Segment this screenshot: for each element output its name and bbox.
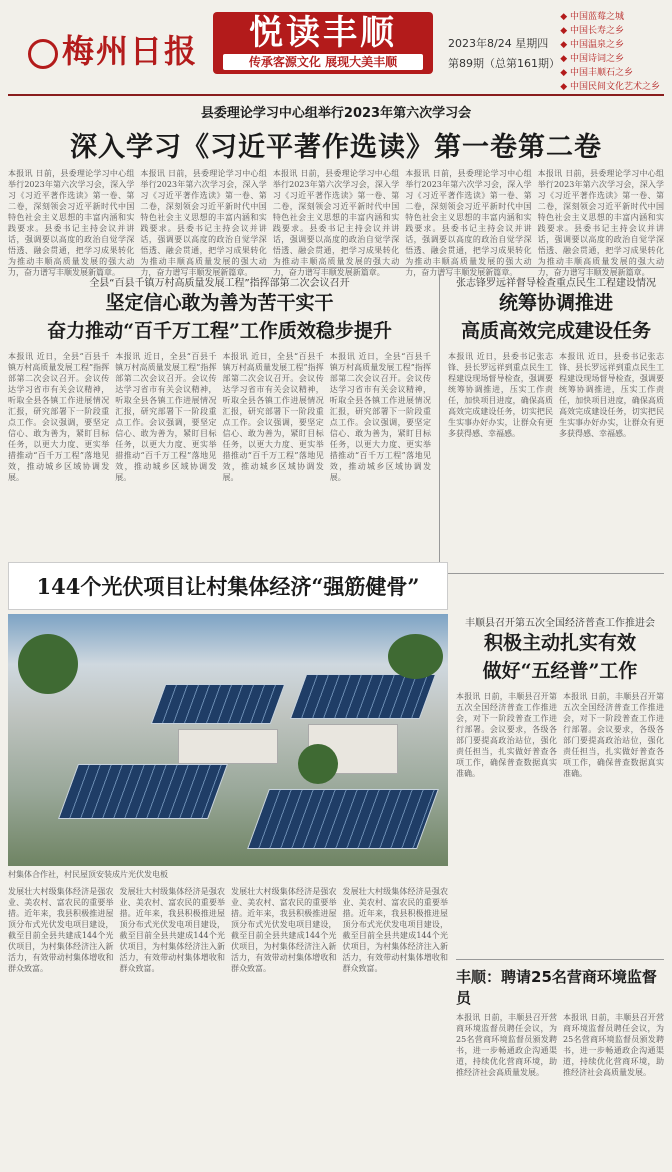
newspaper-logo — [28, 26, 198, 72]
left-article — [8, 274, 440, 573]
supervisor-article — [456, 959, 664, 1172]
article-text: 发展壮大村级集体经济是强农业、美农村、富农民的重要举措。近年来，我县积极推进屋顶分布式光伏发电项目建设，截至目前全县共建成144个光伏项目，为村集体经济注入新活力，有效带动村集体增收和群众致富。 — [231, 887, 337, 973]
article-text: 本报讯 日前，县委理论学习中心组举行2023年第六次学习会，深入学习《习近平著作选读》第一卷、第二卷，深刻领会习近平新时代中国特色社会主义思想的丰富内涵和实践要求。县委书记主持会议并讲话，强调要以高度的政治自觉学深悟透、融会贯通，把学习成果转化为推动丰顺高质量发展的强大动力，奋力谱写丰顺发展新篇章。 — [405, 169, 532, 277]
article-text: 本报讯 日前，丰顺县召开第五次全国经济普查工作推进会，对下一阶段普查工作进行部署。会议要求，各级各部门要提高政治站位，强化责任担当，扎实做好普查各项工作，确保普查数据真实准确。 — [456, 692, 557, 778]
right-column — [456, 614, 664, 1172]
right-article-headline: 统筹协调推进 — [498, 292, 613, 314]
issue-date: 2023年8/24 星期四 — [448, 37, 549, 50]
solar-panel — [58, 764, 228, 819]
right-article — [440, 274, 664, 573]
right-article-subheadline: 高质高效完成建设任务 — [460, 320, 651, 342]
left-article-headline: 坚定信心敢为善为苦干实干 — [105, 292, 334, 314]
article-text: 本报讯 日前，丰顺县召开营商环境监督员聘任会议，为25名营商环境监督员颁发聘书，进一步畅通政企沟通渠道，持续优化营商环境，助推经济社会高质量发展。 — [456, 1013, 557, 1077]
article-text: 发展壮大村级集体经济是强农业、美农村、富农民的重要举措。近年来，我县积极推进屋顶分布式光伏发电项目建设，截至目前全县共建成144个光伏项目，为村集体经济注入新活力，有效带动村集体增收和群众致富。 — [8, 887, 114, 973]
lead-headline: 深入学习《习近平著作选读》第一卷第二卷 — [70, 132, 602, 163]
house — [178, 729, 278, 764]
article-text: 本报讯 日前，丰顺县召开营商环境监督员聘任会议，为25名营商环境监督员颁发聘书，进一步畅通政企沟通渠道，持续优化营商环境，助推经济社会高质量发展。 — [563, 1013, 664, 1077]
article-text: 本报讯 日前，县委理论学习中心组举行2023年第六次学习会，深入学习《习近平著作选读》第一卷、第二卷，深刻领会习近平新时代中国特色社会主义思想的丰富内涵和实践要求。县委书记主持会议并讲话，强调要以高度的政治自觉学深悟透、融会贯通，把学习成果转化为推动丰顺高质量发展的强大动力，奋力谱写丰顺发展新篇章。 — [537, 169, 665, 277]
logo-emblem-icon — [28, 39, 58, 69]
article-text: 发展壮大村级集体经济是强农业、美农村、富农民的重要举措。近年来，我县积极推进屋顶分布式光伏发电项目建设，截至目前全县共建成144个光伏项目，为村集体经济注入新活力，有效带动村集体增收和群众致富。 — [119, 887, 225, 973]
census-subheadline: 做好“五经普”工作 — [482, 660, 638, 682]
right-article-body — [448, 351, 664, 551]
article-text: 本报讯 近日，全县“百县千镇万村高质量发展工程”指挥部第二次会议召开。会议传达学习省市有关会议精神，听取全县各镇工作进展情况汇报，研究部署下一阶段重点工作。会议强调，要坚定信心、敢为善为，紧盯目标任务，以更大力度、更实举措推动“百千万工程”落地见效，推动城乡区域协调发展。 — [222, 352, 324, 482]
feature-article — [8, 562, 448, 1056]
feature-headline: 144个光伏项目让村集体经济“强筋健骨” — [8, 562, 448, 610]
solar-panel — [151, 684, 286, 724]
honor-item: ◆ 中国诗词之乡 — [560, 52, 660, 66]
census-headline: 积极主动扎实有效 — [483, 632, 636, 654]
honor-item: ◆ 中国长寿之乡 — [560, 24, 660, 38]
left-article-kicker: 全县“百县千镇万村高质量发展工程”指挥部第二次会议召开 — [89, 278, 350, 289]
photo-caption: 村集体合作社，村民屋顶安装成片光伏发电板 — [8, 870, 168, 879]
section-slogan: 传承客源文化 展现大美丰顺 — [223, 54, 423, 70]
census-kicker: 丰顺县召开第五次全国经济普查工作推进会 — [465, 618, 655, 629]
honor-item: ◆ 中国蓝莓之城 — [560, 10, 660, 24]
section-title: 悦读丰顺 — [249, 13, 397, 53]
article-text: 本报讯 近日，全县“百县千镇万村高质量发展工程”指挥部第二次会议召开。会议传达学习省市有关会议精神，听取全县各镇工作进展情况汇报，研究部署下一阶段重点工作。会议强调，要坚定信心、敢为善为，紧盯目标任务，以更大力度、更实举措推动“百千万工程”落地见效，推动城乡区域协调发展。 — [329, 352, 431, 482]
article-text: 本报讯 近日，县委书记张志锋、县长罗远祥到重点民生工程建设现场督导检查，强调要统筹协调推进，压实工作责任，加快项目进度，确保高质高效完成建设任务，切实把民生实事办好办实，让群众有更多获得感、幸福感。 — [448, 352, 553, 438]
lead-article-body — [8, 168, 665, 277]
honor-item: ◆ 中国温泉之乡 — [560, 38, 660, 52]
article-text: 本报讯 日前，县委理论学习中心组举行2023年第六次学习会，深入学习《习近平著作选读》第一卷、第二卷，深刻领会习近平新时代中国特色社会主义思想的丰富内涵和实践要求。县委书记主持会议并讲话，强调要以高度的政治自觉学深悟透、融会贯通，把学习成果转化为推动丰顺高质量发展的强大动力，奋力谱写丰顺发展新篇章。 — [8, 169, 135, 277]
article-text: 本报讯 日前，县委理论学习中心组举行2023年第六次学习会，深入学习《习近平著作选读》第一卷、第二卷，深刻领会习近平新时代中国特色社会主义思想的丰富内涵和实践要求。县委书记主持会议并讲话，强调要以高度的政治自觉学深悟透、融会贯通，把学习成果转化为推动丰顺高质量发展的强大动力，奋力谱写丰顺发展新篇章。 — [140, 169, 267, 277]
solar-panel-photo — [8, 614, 448, 866]
section-banner — [213, 12, 433, 74]
tree — [298, 744, 338, 784]
left-article-subheadline: 奋力推动“百千万工程”工作质效稳步提升 — [47, 320, 392, 342]
article-text: 本报讯 近日，县委书记张志锋、县长罗远祥到重点民生工程建设现场督导检查，强调要统筹协调推进，压实工作责任，加快项目进度，确保高质高效完成建设任务，切实把民生实事办好办实，让群众有更多获得感、幸福感。 — [559, 352, 664, 438]
tree — [388, 634, 443, 679]
issue-number: 第89期（总第161期） — [448, 57, 560, 70]
article-text: 发展壮大村级集体经济是强农业、美农村、富农民的重要举措。近年来，我县积极推进屋顶分布式光伏发电项目建设，截至目前全县共建成144个光伏项目，为村集体经济注入新活力，有效带动村集体增收和群众致富。 — [342, 887, 448, 973]
right-article-kicker: 张志锋罗远祥督导检查重点民生工程建设情况 — [456, 278, 656, 289]
census-body — [456, 691, 664, 951]
honor-list — [560, 10, 660, 94]
masthead — [8, 6, 664, 96]
solar-panel — [247, 789, 439, 849]
honor-item: ◆ 中国丰顺石之乡 — [560, 66, 660, 80]
tree — [18, 634, 78, 694]
second-row — [8, 274, 664, 574]
article-text: 本报讯 近日，全县“百县千镇万村高质量发展工程”指挥部第二次会议召开。会议传达学习省市有关会议精神，听取全县各镇工作进展情况汇报，研究部署下一阶段重点工作。会议强调，要坚定信心、敢为善为，紧盯目标任务，以更大力度、更实举措推动“百千万工程”落地见效，推动城乡区域协调发展。 — [115, 352, 217, 482]
left-article-body — [8, 351, 431, 551]
supervisor-headline: 丰顺：聘请25名营商环境监督员 — [456, 968, 657, 1007]
supervisor-body — [456, 1012, 664, 1172]
honor-item: ◆ 中国民间文化艺术之乡 — [560, 80, 660, 94]
feature-body — [8, 886, 448, 1056]
article-text: 本报讯 日前，县委理论学习中心组举行2023年第六次学习会，深入学习《习近平著作选读》第一卷、第二卷，深刻领会习近平新时代中国特色社会主义思想的丰富内涵和实践要求。县委书记主持会议并讲话，强调要以高度的政治自觉学深悟透、融会贯通，把学习成果转化为推动丰顺高质量发展的强大动力，奋力谱写丰顺发展新篇章。 — [272, 169, 400, 277]
article-text: 本报讯 日前，丰顺县召开第五次全国经济普查工作推进会，对下一阶段普查工作进行部署。会议要求，各级各部门要提高政治站位，强化责任担当，扎实做好普查各项工作，确保普查数据真实准确。 — [563, 692, 664, 778]
solar-panel — [290, 674, 436, 719]
issue-meta — [448, 34, 560, 74]
article-text: 本报讯 近日，全县“百县千镇万村高质量发展工程”指挥部第二次会议召开。会议传达学习省市有关会议精神，听取全县各镇工作进展情况汇报，研究部署下一阶段重点工作。会议强调，要坚定信心、敢为善为，紧盯目标任务，以更大力度、更实举措推动“百千万工程”落地见效，推动城乡区域协调发展。 — [8, 352, 110, 482]
lead-kicker: 县委理论学习中心组举行2023年第六次学习会 — [200, 106, 472, 121]
logo-text: 梅州日报 — [62, 32, 199, 70]
